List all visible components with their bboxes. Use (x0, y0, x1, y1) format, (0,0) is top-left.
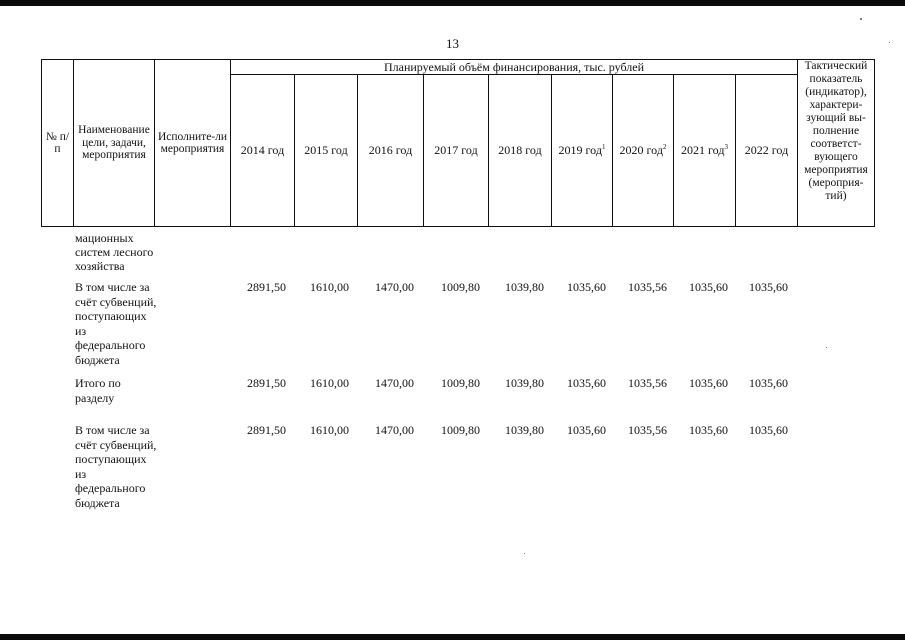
value-2020: 1035,56 (628, 376, 667, 390)
header-year-2014 (231, 75, 295, 227)
value-2017: 1009,80 (441, 280, 480, 294)
value-2014: 2891,50 (247, 423, 286, 437)
scan-speck (860, 18, 862, 20)
value-2014: 2891,50 (247, 376, 286, 390)
financing-table-header (41, 59, 875, 227)
value-2018: 1039,80 (505, 280, 544, 294)
header-num-cell (42, 60, 74, 227)
scan-border-top (0, 0, 905, 6)
year-label: 2019 год (558, 143, 602, 158)
scan-border-bottom (0, 634, 905, 640)
value-2021: 1035,60 (689, 423, 728, 437)
value-2019: 1035,60 (567, 280, 606, 294)
header-year-2017 (424, 75, 489, 227)
value-2017: 1009,80 (441, 423, 480, 437)
value-2022: 1035,60 (749, 376, 788, 390)
value-2014: 2891,50 (247, 280, 286, 294)
value-2020: 1035,56 (628, 423, 667, 437)
row-name: В том числе за счёт субвенций, поступающих из федерального бюджета (75, 280, 157, 367)
header-plan-title: Планируемый объём финансирования, тыс. рублей (383, 59, 644, 74)
header-executor-cell (155, 60, 231, 227)
header-executor-label: Исполните-ли мероприятия (157, 130, 228, 155)
year-label: 2021 год (681, 143, 725, 158)
row-name: В том числе за счёт субвенций, поступающих из федерального бюджета (75, 423, 157, 510)
header-year-2018 (489, 75, 552, 227)
row-name: Итого по разделу (75, 376, 121, 405)
scan-speck (826, 347, 827, 348)
value-2016: 1470,00 (375, 376, 414, 390)
header-num-label: № п/п (45, 130, 70, 155)
year-label: 2022 год (744, 143, 789, 158)
scan-speck (889, 42, 890, 43)
header-plan-cell (231, 60, 798, 75)
value-2015: 1610,00 (310, 376, 349, 390)
value-2019: 1035,60 (567, 376, 606, 390)
value-2020: 1035,56 (628, 280, 667, 294)
year-label: 2014 год (240, 143, 285, 158)
value-2018: 1039,80 (505, 423, 544, 437)
year-footnote-mark: 2 (662, 143, 667, 152)
year-label: 2018 год (498, 143, 542, 158)
year-label: 2015 год (304, 143, 348, 158)
page-number: 13 (446, 36, 459, 51)
value-2015: 1610,00 (310, 423, 349, 437)
value-2017: 1009,80 (441, 376, 480, 390)
value-2022: 1035,60 (749, 280, 788, 294)
year-footnote-mark: 3 (724, 143, 728, 152)
value-2021: 1035,60 (689, 280, 728, 294)
continuation-text: мационных систем лесного хозяйства (75, 231, 154, 273)
header-indicator-label: Тактический показатель (индикатор), характери-зующий вы-полнение соответст-вующего мероприятия (мероприя-тий) (804, 60, 868, 202)
header-name-label: Наименование цели, задачи, мероприятия (78, 124, 150, 162)
year-label: 2020 год (619, 143, 663, 158)
value-2016: 1470,00 (375, 280, 414, 294)
year-label: 2017 год (434, 143, 478, 158)
header-year-2022 (736, 75, 798, 227)
header-year-2019 (552, 75, 613, 227)
scan-speck (524, 553, 525, 554)
header-year-2015 (295, 75, 358, 227)
year-label: 2016 год (368, 143, 413, 158)
header-year-2020 (613, 75, 674, 227)
year-footnote-mark: 1 (601, 143, 606, 152)
value-2022: 1035,60 (749, 423, 788, 437)
value-2016: 1470,00 (375, 423, 414, 437)
value-2018: 1039,80 (505, 376, 544, 390)
header-year-2016 (358, 75, 424, 227)
value-2019: 1035,60 (567, 423, 606, 437)
value-2015: 1610,00 (310, 280, 349, 294)
header-indicator-cell (798, 60, 875, 227)
value-2021: 1035,60 (689, 376, 728, 390)
header-year-2021 (674, 75, 736, 227)
header-name-cell (74, 60, 155, 227)
